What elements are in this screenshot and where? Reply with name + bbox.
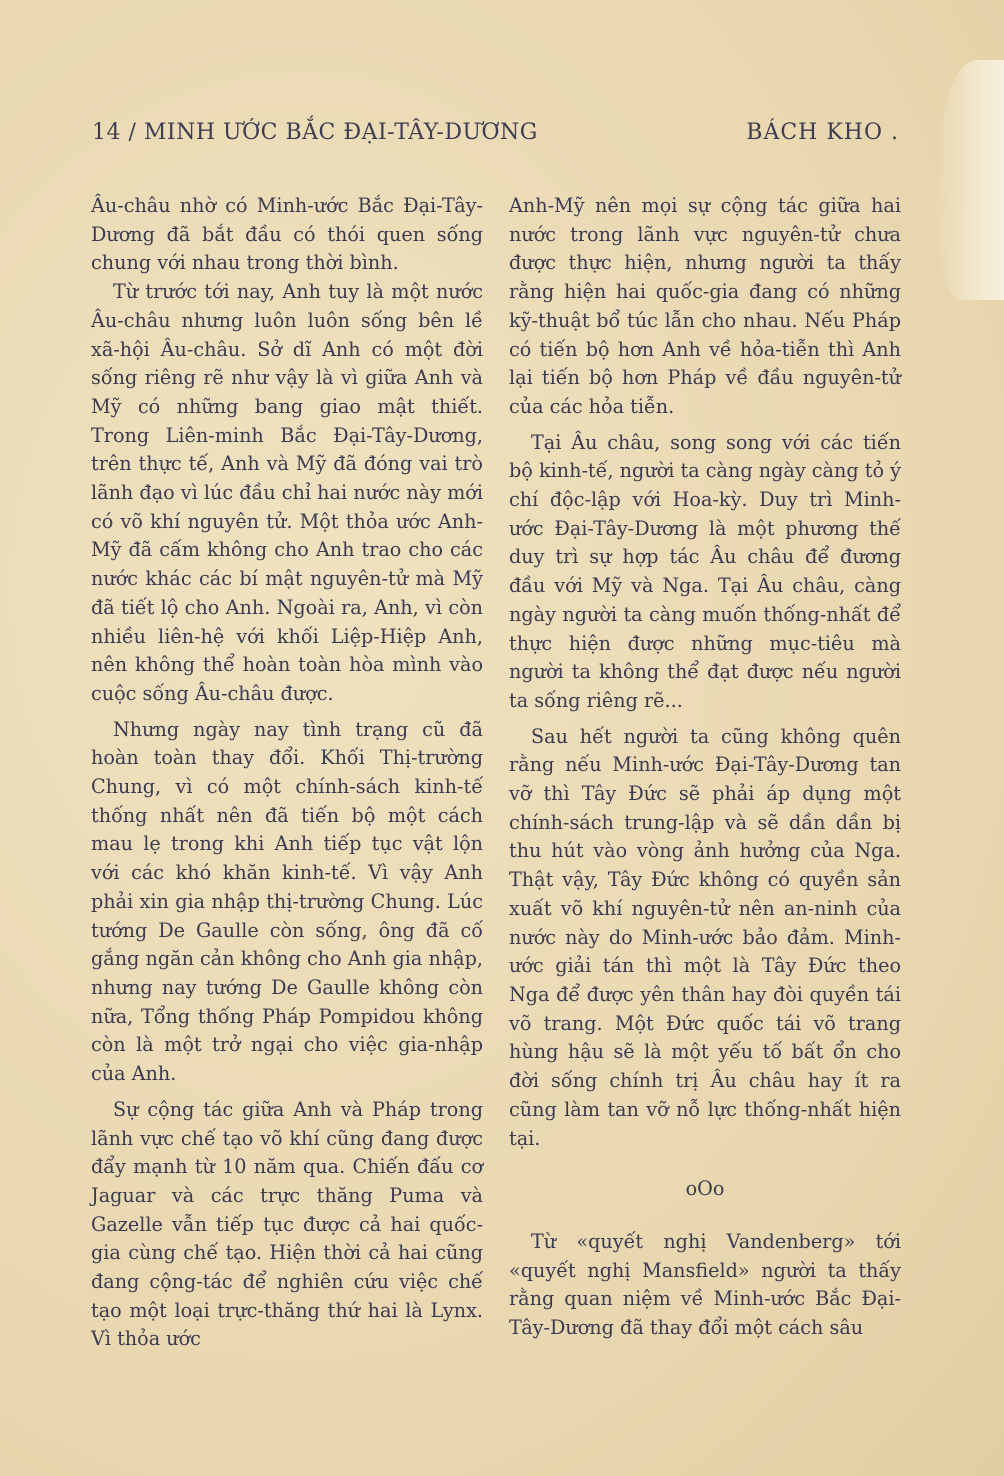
- running-publication: BÁCH KHO .: [746, 120, 899, 145]
- paragraph: Từ «quyết nghị Vandenberg» tới «quyết nghị Mansfield» người ta thấy rằng quan niệm về Minh-ước Bắc Đại-Tây-Dương đã thay đổi một cách sâu: [509, 1229, 901, 1340]
- page-edge-tear: [934, 60, 1004, 300]
- paragraph: Sự cộng tác giữa Anh và Pháp trong lãnh vực chế tạo võ khí cũng đang được đẩy mạnh từ 10 năm qua. Chiến đấu cơ Jaguar và các trực thăng Puma và Gazelle vẫn tiếp tục được cả hai quốc-gia cùng chế tạo. Hiện thời cả hai cũng đang cộng-tác để nghiên cứu việc chế tạo một loại trực-thăng thứ hai là Lynx. Vì thỏa ước: [91, 1097, 483, 1351]
- left-column: [91, 192, 483, 1354]
- paragraph: Sau hết người ta cũng không quên rằng nếu Minh-ước Đại-Tây-Dương tan vỡ thì Tây Đức sẽ phải áp dụng một chính-sách trung-lập và sẽ dần dần bị thu hút vào vòng ảnh hưởng của Nga. Thật vậy, Tây Đức không có quyền sản xuất võ khí nguyên-tử nên an-ninh của nước này do Minh-ước bảo đảm. Minh-ước giải tán thì một là Tây Đức theo Nga để được yên thân hay đòi quyền tái võ trang. Một Đức quốc tái võ trang hùng hậu sẽ là một yếu tố bất ổn cho đời sống chính trị Âu châu hay ít ra cũng làm tan vỡ nỗ lực thống-nhất hiện tại.: [509, 724, 901, 1150]
- paragraph: Tại Âu châu, song song với các tiến bộ kinh-tế, người ta càng ngày càng tỏ ý chí độc-lập với Hoa-kỳ. Duy trì Minh-ước Đại-Tây-Dương là một phương thế duy trì sự hợp tác Âu châu để đương đầu với Mỹ và Nga. Tại Âu châu, càng ngày người ta càng muốn thống-nhất để thực hiện được những mục-tiêu mà người ta không thể đạt được nếu người ta sống riêng rẽ...: [509, 430, 901, 712]
- paragraph: Anh-Mỹ nên mọi sự cộng tác giữa hai nước trong lãnh vực nguyên-tử chưa được thực hiện, nhưng người ta thấy rằng hiện hai quốc-gia đang có những kỹ-thuật bổ túc lẫn cho nhau. Nếu Pháp có tiến bộ hơn Anh về hỏa-tiễn thì Anh lại tiến bộ hơn Pháp về đầu nguyên-tử của các hỏa tiễn.: [509, 194, 901, 418]
- paragraph: Từ trước tới nay, Anh tuy là một nước Âu-châu nhưng luôn luôn sống bên lề xã-hội Âu-châu. Sở dĩ Anh có một đời sống riêng rẽ như vậy là vì giữa Anh và Mỹ có những bang giao mật thiết. Trong Liên-minh Bắc Đại-Tây-Dương, trên thực tế, Anh và Mỹ đã đóng vai trò lãnh đạo vì lúc đầu chỉ hai nước này mới có võ khí nguyên tử. Một thỏa ước Anh-Mỹ đã cấm không cho Anh trao cho các nước khác các bí mật nguyên-tử mà Mỹ đã tiết lộ cho Anh. Ngoài ra, Anh, vì còn nhiều liên-hệ với khối Liệp-Hiệp Anh, nên không thể hoàn toàn hòa mình vào cuộc sống Âu-châu được.: [91, 280, 483, 705]
- right-column: [509, 192, 901, 1343]
- paragraph: Âu-châu nhờ có Minh-ước Bắc Đại-Tây-Dương đã bắt đầu có thói quen sống chung với nhau trong thời bình.: [91, 194, 483, 275]
- paragraph: Nhưng ngày nay tình trạng cũ đã hoàn toàn thay đổi. Khối Thị-trường Chung, vì có một chính-sách kinh-tế thống nhất nên đã tiến bộ một cách mau lẹ trong khi Anh tiếp tục vật lộn với các khó khăn kinh-tế. Vì vậy Anh phải xin gia nhập thị-trường Chung. Lúc tướng De Gaulle còn sống, ông đã cố gắng ngăn cản không cho Anh gia nhập, nhưng nay tướng De Gaulle không còn nữa, Tổng thống Pháp Pompidou không còn là một trở ngại cho việc gia-nhập của Anh.: [91, 717, 483, 1086]
- running-title: 14 / MINH ƯỚC BẮC ĐẠI-TÂY-DƯƠNG: [92, 120, 538, 145]
- section-separator: oOo: [685, 1177, 725, 1201]
- page-header: [92, 120, 899, 156]
